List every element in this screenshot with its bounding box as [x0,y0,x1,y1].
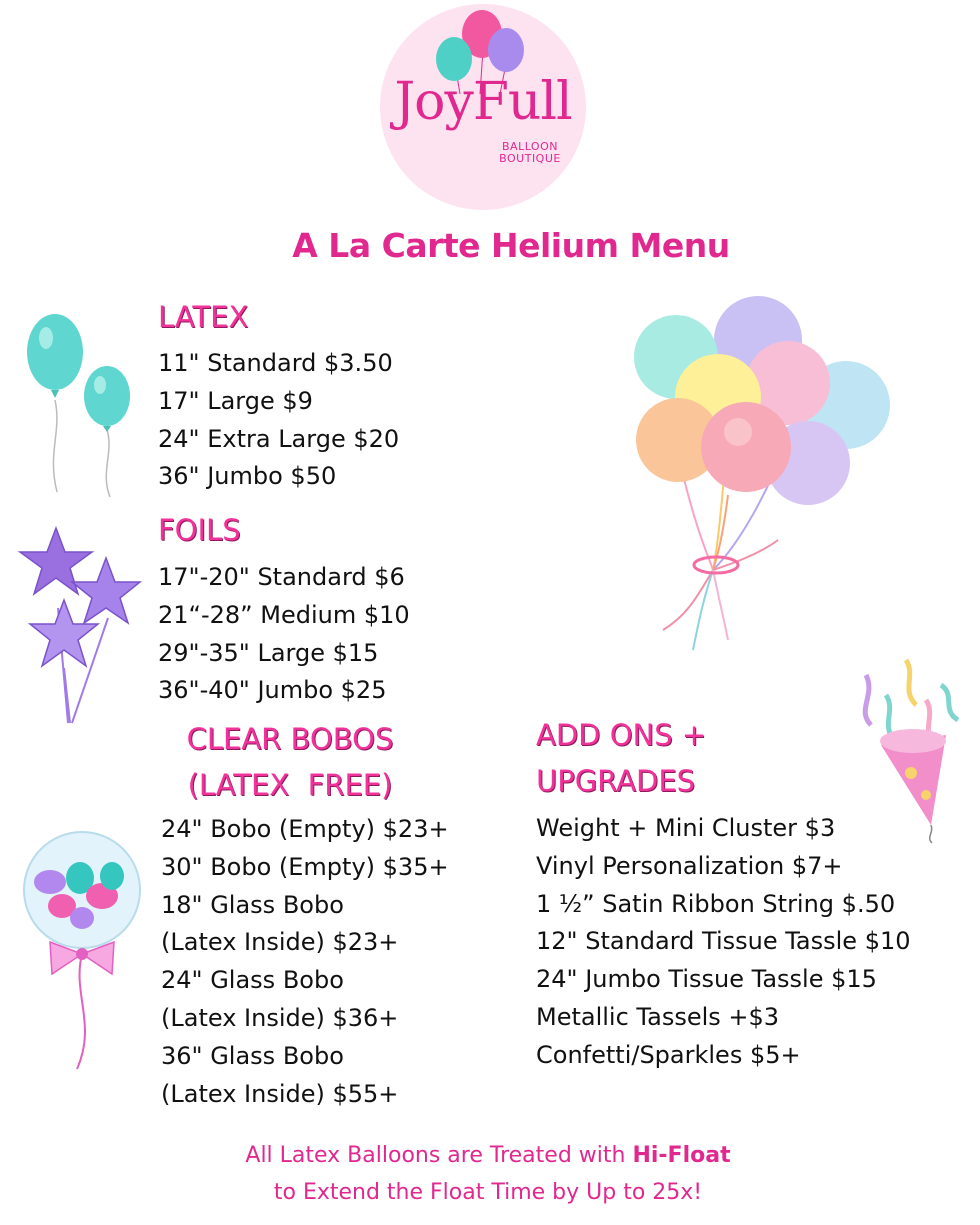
addons-heading-line1: ADD ONS + [536,718,707,752]
footer-note [0,1137,976,1211]
list-item: (Latex Inside) $23+ [161,928,399,957]
list-item: Vinyl Personalization $7+ [536,851,843,880]
logo-brand: JoyFull [394,72,572,132]
list-item: 24" Extra Large $20 [158,424,400,453]
footer-line1-text: All Latex Balloons are Treated with [245,1143,633,1168]
bobos-heading-line2: (LATEX FREE) [187,768,393,802]
list-item: Metallic Tassels +$3 [536,1002,780,1031]
page-title: A La Carte Helium Menu [292,226,730,265]
logo [380,4,586,210]
clear-bobo-balloon-icon [22,814,142,1074]
bobos-heading-line1: CLEAR BOBOS [186,722,394,756]
logo-line1: BALLOON [502,140,558,153]
list-item: Confetti/Sparkles $5+ [536,1040,801,1069]
list-item: 12" Standard Tissue Tassle $10 [536,927,911,956]
list-item: 24" Bobo (Empty) $23+ [161,815,449,843]
list-item: (Latex Inside) $36+ [161,1003,399,1032]
list-item: 24" Jumbo Tissue Tassle $15 [536,965,877,994]
list-item: 29"-35" Large $15 [158,638,379,667]
list-item: 1 ½” Satin Ribbon String $.50 [536,889,896,918]
addons-list [536,810,911,1075]
addons-heading [536,712,706,804]
list-item: 11" Standard $3.50 [158,349,393,377]
star-foil-balloons-icon [20,528,140,728]
list-item: (Latex Inside) $55+ [161,1079,399,1108]
bobos-list [161,811,449,1113]
footer-line1 [0,1137,976,1174]
list-item: 36" Glass Bobo [161,1041,344,1070]
list-item: 36" Jumbo $50 [158,462,337,491]
list-item: Weight + Mini Cluster $3 [536,814,836,842]
balloon-bouquet-icon [628,295,898,655]
latex-heading: LATEX [158,300,249,334]
addons-heading-line2: UPGRADES [536,764,696,798]
footer-hi-float: Hi-Float [632,1143,731,1168]
teal-balloons-icon [22,312,142,502]
logo-line2: BOUTIQUE [499,152,561,166]
list-item: 17"-20" Standard $6 [158,563,405,591]
bobos-heading [160,716,420,808]
foils-heading: FOILS [158,513,241,547]
list-item: 17" Large $9 [158,386,313,415]
list-item: 18" Glass Bobo [161,890,344,919]
list-item: 21“-28” Medium $10 [158,600,410,629]
footer-line2: to Extend the Float Time by Up to 25x! [273,1180,703,1205]
logo-subtitle [490,141,570,165]
list-item: 36"-40" Jumbo $25 [158,676,387,705]
latex-list [158,345,399,496]
list-item: 24" Glass Bobo [161,966,344,995]
list-item: 30" Bobo (Empty) $35+ [161,852,449,881]
foils-list [158,559,410,710]
